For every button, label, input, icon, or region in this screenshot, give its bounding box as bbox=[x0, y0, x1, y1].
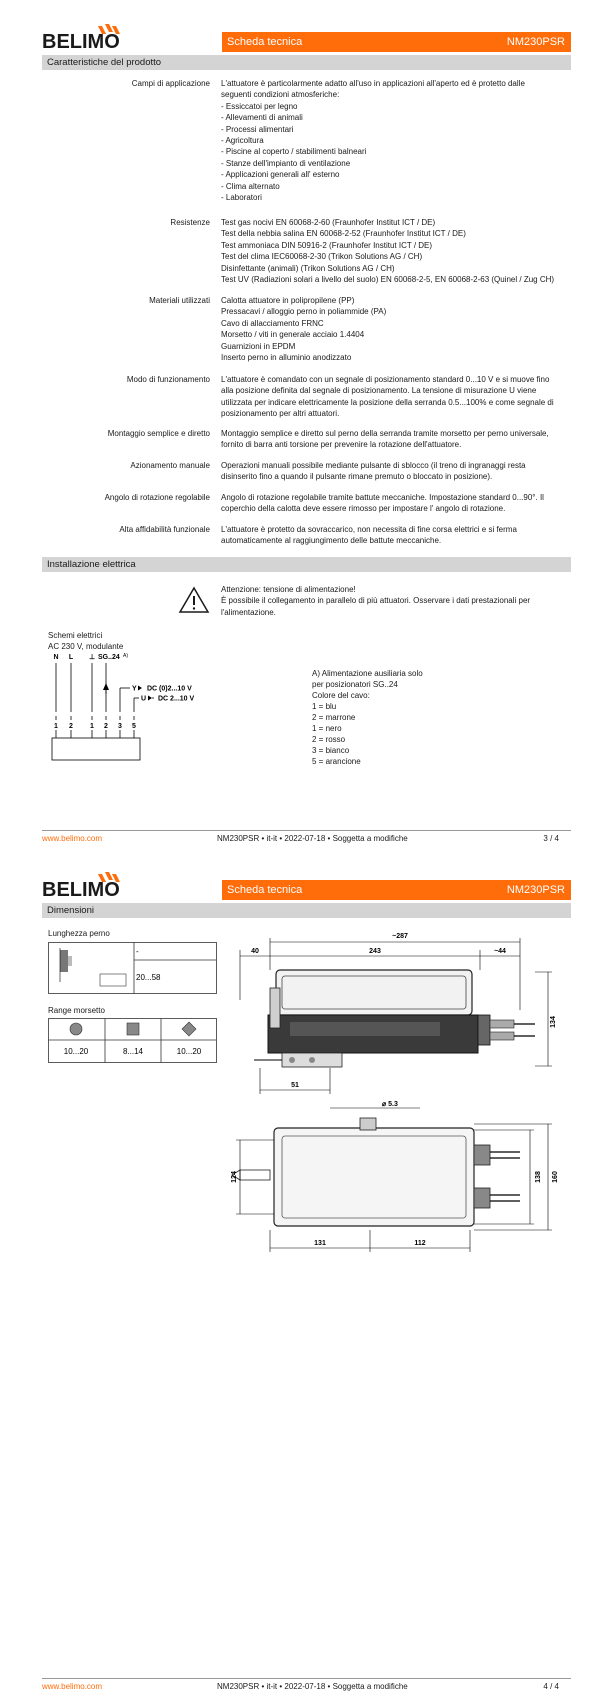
row-value: L'attuatore è particolarmente adatto all'uso in applicazioni all'aperto ed è protetto dalle seguenti condizioni atmosferiche: - Essiccatoi per legno - Allevamenti di animali - Processi alimentari - Agricoltura - Piscine al coperto / stabilimenti balneari - Stanze dell'impianto di ventilazione - Applicazioni generali all' esterno - Clima alternato - Laboratori bbox=[221, 79, 525, 203]
clamp-range-title: Range morsetto bbox=[48, 1006, 105, 1015]
dim-243: 243 bbox=[369, 948, 381, 955]
clamp-value-square: 8...14 bbox=[122, 1047, 144, 1056]
dim-40: 40 bbox=[251, 948, 259, 955]
wire-label-ground: ⊥ bbox=[88, 654, 96, 661]
row-value: Montaggio semplice e diretto sul perno della serranda tramite morsetto per perno universale, fornito di barra anti torsione per prevenire la rotazione dell'attuatore. bbox=[221, 429, 549, 450]
doc-type: Scheda tecnica bbox=[227, 36, 303, 48]
model-name: NM230PSR bbox=[506, 884, 565, 896]
spindle-value-min: - bbox=[136, 947, 139, 956]
dim-hole: ⌀ 5.3 bbox=[382, 1101, 398, 1108]
dimension-drawing bbox=[230, 920, 580, 1380]
row-label: Campi di applicazione bbox=[131, 79, 210, 88]
diamond-spindle-icon bbox=[182, 1022, 196, 1036]
dim-44: ~44 bbox=[494, 948, 506, 955]
belimo-logo-mark bbox=[42, 24, 122, 50]
belimo-logo-mark bbox=[42, 872, 122, 898]
warning-title: Attenzione: tensione di alimentazione! bbox=[221, 585, 356, 594]
dim-total-length: ~287 bbox=[392, 933, 408, 940]
dim-124: 124 bbox=[231, 1171, 238, 1183]
row-value: L'attuatore è protetto da sovraccarico, non necessita di fine corsa elettrici e si ferma automaticamente al raggiungimento delle battute meccaniche. bbox=[221, 525, 517, 546]
dim-134: 134 bbox=[550, 1016, 557, 1028]
page-number: 3 / 4 bbox=[543, 834, 559, 843]
section-title-features: Caratteristiche del prodotto bbox=[42, 55, 571, 70]
row-label: Resistenze bbox=[170, 218, 210, 227]
dim-160: 160 bbox=[552, 1171, 559, 1183]
clamp-value-diamond: 10...20 bbox=[176, 1047, 202, 1056]
brand-name: BELIMO bbox=[42, 879, 120, 898]
dim-138: 138 bbox=[535, 1171, 542, 1183]
actuator-top-view bbox=[232, 1118, 520, 1226]
row-value: Operazioni manuali possibile mediante pulsante di sblocco (il treno di ingranaggi resta disinserito fino a quando il pulsante rimane premuto o bloccato in posizione). bbox=[221, 461, 526, 482]
terminal-3: 1 bbox=[90, 723, 94, 730]
row-label: Azionamento manuale bbox=[130, 461, 210, 470]
wire-label-sup: A) bbox=[123, 653, 128, 659]
warning-triangle-icon bbox=[178, 586, 210, 614]
row-value: Calotta attuatore in polipropilene (PP) Pressacavi / alloggio perno in poliammide (PA) Cavo di allacciamento FRNC Morsetto / viti in generale acciaio 1.4404 Guarnizioni in EPDM Inserto perno in alluminio anodizzato bbox=[221, 296, 387, 363]
actuator-side-view bbox=[254, 970, 535, 1067]
terminal-4: 2 bbox=[104, 723, 108, 730]
spindle-icon bbox=[60, 950, 68, 972]
spindle-value-range: 20...58 bbox=[136, 973, 161, 982]
terminal-1: 1 bbox=[54, 723, 58, 730]
row-label: Angolo di rotazione regolabile bbox=[104, 493, 210, 502]
dim-51: 51 bbox=[291, 1082, 299, 1089]
page-number: 4 / 4 bbox=[543, 1682, 559, 1691]
row-value: L'attuatore è comandato con un segnale di posizionamento standard 0...10 V e si muove fino alla posizione definita dal segnale di posizionamento. La tensione di misurazione U viene utilizzata per indicare elettricamente la posizione della serranda 0.5...100% e come segnale di posizionamento per altri attuatori. bbox=[221, 375, 554, 419]
schemes-subtitle: AC 230 V, modulante bbox=[48, 642, 124, 651]
row-label: Montaggio semplice e diretto bbox=[107, 429, 210, 438]
doc-type: Scheda tecnica bbox=[227, 884, 303, 896]
wire-label-sg: SG..24 bbox=[98, 654, 120, 661]
section-title-dimensions: Dimensioni bbox=[42, 903, 571, 918]
header-bar bbox=[222, 32, 571, 52]
footer-info: NM230PSR • it-it • 2022-07-18 • Soggetta a modifiche bbox=[217, 834, 408, 843]
wiring-notes: A) Alimentazione ausiliaria solo per posizionatori SG..24 Colore del cavo: 1 = blu 2 = marrone 1 = nero 2 = rosso 3 = bianco 5 = arancione bbox=[312, 669, 423, 766]
terminal-5: 3 bbox=[118, 723, 122, 730]
row-label: Modo di funzionamento bbox=[126, 375, 210, 384]
row-value: Test gas nocivi EN 60068-2-60 (Fraunhofer Institut ICT / DE) Test della nebbia salina EN 60068-2-52 (Fraunhofer Institut ICT / DE) Test ammoniaca DIN 50916-2 (Fraunhofer Institut ICT / DE) Test del clima IEC60068-2-30 (Trikon Solutions AG / CH) Disinfettante (animali) (Trikon Solutions AG / CH) Test UV (Radiazioni solari a livello del suolo) EN 60068-2-5, EN 60068-2-63 (Quinel / Zug CH) bbox=[221, 218, 555, 285]
round-spindle-icon bbox=[70, 1023, 82, 1035]
header-bar bbox=[222, 880, 571, 900]
footer-info: NM230PSR • it-it • 2022-07-18 • Soggetta a modifiche bbox=[217, 1682, 408, 1691]
page-4 bbox=[0, 848, 600, 1696]
warning-text-2: l'alimentazione. bbox=[221, 607, 276, 617]
dim-112: 112 bbox=[414, 1240, 426, 1247]
footer bbox=[42, 830, 571, 843]
dim-131: 131 bbox=[314, 1240, 326, 1247]
row-label: Materiali utilizzati bbox=[149, 296, 210, 305]
footer-url[interactable]: www.belimo.com bbox=[42, 1682, 103, 1691]
wire-label-n: N bbox=[53, 654, 59, 661]
actuator-box bbox=[52, 738, 140, 760]
schemes-block bbox=[48, 630, 123, 652]
belimo-logo bbox=[42, 24, 122, 55]
terminal-2: 2 bbox=[69, 723, 73, 730]
row-value: Angolo di rotazione regolabile tramite battute meccaniche. Impostazione standard 0...90°. Il coperchio della calotta deve essere rimosso per impostare l' angolo di rotazione. bbox=[221, 493, 544, 514]
footer bbox=[42, 1678, 571, 1691]
clamp-value-round: 10...20 bbox=[63, 1047, 89, 1056]
square-spindle-icon bbox=[127, 1023, 139, 1035]
spindle-length-table bbox=[48, 942, 218, 994]
footer-url[interactable]: www.belimo.com bbox=[42, 834, 103, 843]
y-label: Y bbox=[132, 685, 137, 693]
section-title-electrical: Installazione elettrica bbox=[42, 557, 571, 572]
clamp-range-table bbox=[48, 1018, 218, 1064]
u-signal: DC 2...10 V bbox=[158, 695, 195, 703]
belimo-logo bbox=[42, 872, 122, 903]
cable-color-title: Colore del cavo: bbox=[312, 691, 370, 700]
brand-name: BELIMO bbox=[42, 31, 120, 50]
terminal-6: 5 bbox=[132, 723, 136, 730]
wire-label-l: L bbox=[68, 654, 74, 661]
spindle-length-title: Lunghezza perno bbox=[48, 929, 110, 938]
model-name: NM230PSR bbox=[506, 36, 565, 48]
row-label: Alta affidabilità funzionale bbox=[119, 525, 210, 534]
y-signal: DC (0)2...10 V bbox=[147, 685, 192, 693]
wiring-diagram bbox=[48, 650, 248, 775]
schemes-title: Schemi elettrici bbox=[48, 631, 103, 640]
u-label: U bbox=[141, 695, 147, 703]
warning-text-1: È possibile il collegamento in parallelo di più attuatori. Osservare i dati prestazionali per bbox=[221, 596, 531, 606]
